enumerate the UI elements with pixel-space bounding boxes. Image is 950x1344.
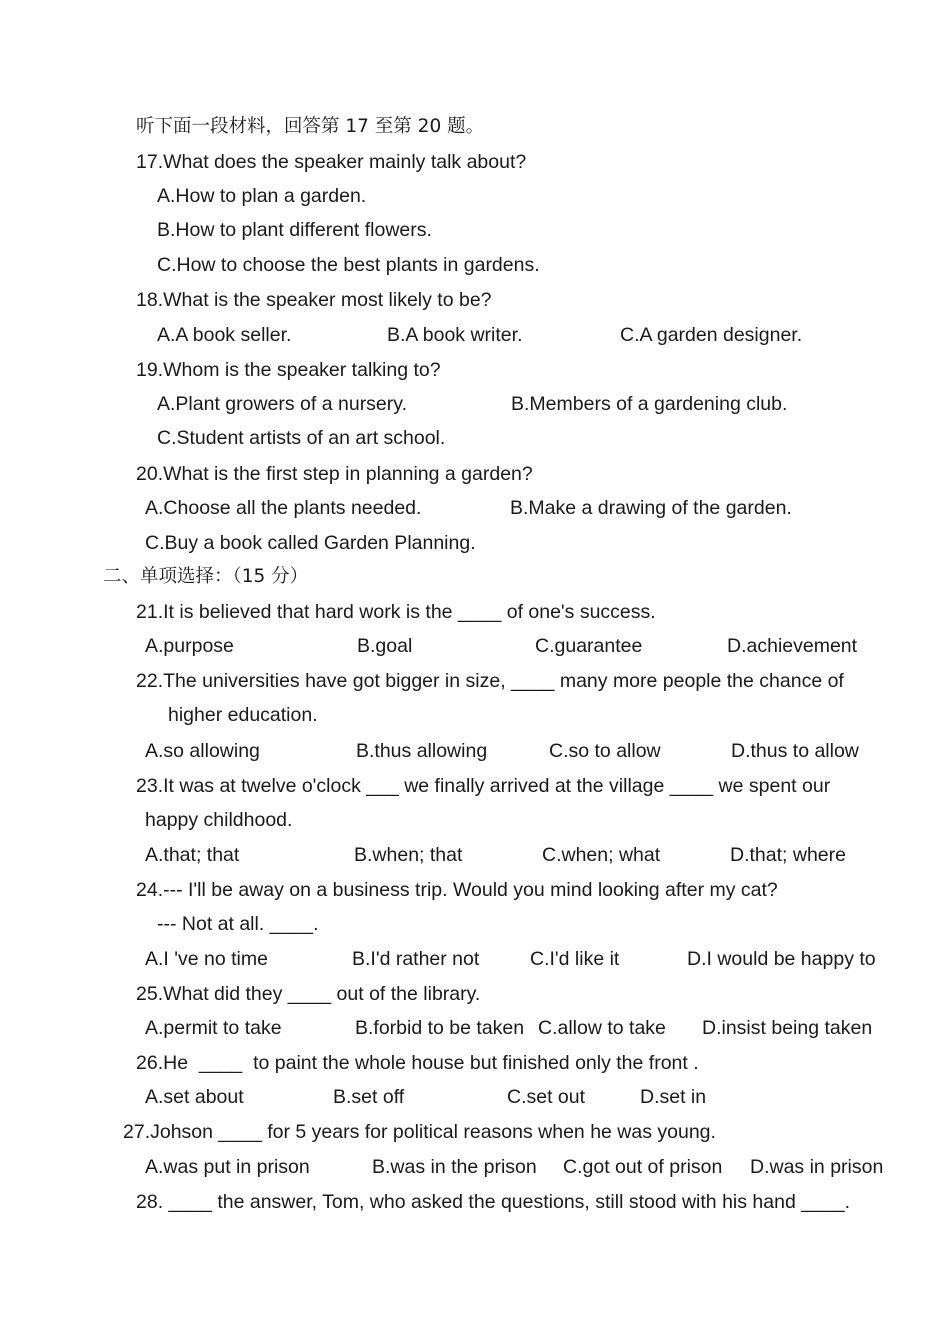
q27-option-c: C.got out of prison [563,1156,723,1178]
q22-option-c: C.so to allow [549,740,661,762]
question-23: 23.It was at twelve o'clock ___ we finally arrived at the village ____ we spent our [136,775,831,797]
section-two-heading: 二、单项选择：（15 分） [103,566,309,587]
q26-option-d: D.set in [640,1086,707,1108]
q27-option-d: D.was in prison [750,1156,884,1178]
q22-option-d: D.thus to allow [731,740,859,762]
q24-option-c: C.I'd like it [530,948,620,970]
q19-option-c: C.Student artists of an art school. [157,427,446,449]
q21-option-c: C.guarantee [535,635,643,657]
question-28: 28. ____ the answer, Tom, who asked the questions, still stood with his hand ____. [136,1191,851,1213]
question-27: 27.Johson ____ for 5 years for political reasons when he was young. [123,1121,716,1143]
q19-option-a: A.Plant growers of a nursery. [157,393,407,415]
q18-option-c: C.A garden designer. [620,324,803,346]
question-22-continued: higher education. [168,704,318,726]
question-21: 21.It is believed that hard work is the ____ of one's success. [136,601,656,623]
q25-option-a: A.permit to take [145,1017,282,1039]
q26-option-a: A.set about [145,1086,244,1108]
q25-option-b: B.forbid to be taken [355,1017,525,1039]
q24-option-b: B.I'd rather not [352,948,480,970]
question-25: 25.What did they ____ out of the library. [136,983,481,1005]
q27-option-a: A.was put in prison [145,1156,310,1178]
question-24-continued: --- Not at all. ____. [157,913,319,935]
question-26: 26.He ____ to paint the whole house but finished only the front . [136,1052,699,1074]
q21-option-d: D.achievement [727,635,858,657]
q25-option-c: C.allow to take [538,1017,666,1039]
q21-option-b: B.goal [357,635,413,657]
q27-option-b: B.was in the prison [372,1156,537,1178]
q23-option-d: D.that; where [730,844,846,866]
q17-option-b: B.How to plant different flowers. [157,219,432,241]
q18-option-b: B.A book writer. [387,324,523,346]
q23-option-a: A.that; that [145,844,240,866]
q21-option-a: A.purpose [145,635,234,657]
q20-option-c: C.Buy a book called Garden Planning. [145,532,476,554]
q17-option-c: C.How to choose the best plants in gardens. [157,254,540,276]
q25-option-d: D.insist being taken [702,1017,873,1039]
q19-option-b: B.Members of a gardening club. [511,393,788,415]
question-19: 19.Whom is the speaker talking to? [136,359,441,381]
q26-option-c: C.set out [507,1086,586,1108]
q23-option-c: C.when; what [542,844,661,866]
q24-option-a: A.I 've no time [145,948,268,970]
question-24: 24.--- I'll be away on a business trip. Would you mind looking after my cat? [136,879,778,901]
question-17: 17.What does the speaker mainly talk about? [136,151,527,173]
listening-instruction: 听下面一段材料，回答第 17 至第 20 题。 [136,116,485,137]
q23-option-b: B.when; that [354,844,463,866]
question-23-continued: happy childhood. [145,809,293,831]
q24-option-d: D.I would be happy to [687,948,876,970]
q22-option-a: A.so allowing [145,740,260,762]
question-20: 20.What is the first step in planning a garden? [136,463,533,485]
question-18: 18.What is the speaker most likely to be? [136,289,492,311]
q22-option-b: B.thus allowing [356,740,488,762]
q26-option-b: B.set off [333,1086,405,1108]
q20-option-a: A.Choose all the plants needed. [145,497,422,519]
q17-option-a: A.How to plan a garden. [157,185,367,207]
q20-option-b: B.Make a drawing of the garden. [510,497,792,519]
question-22: 22.The universities have got bigger in size, ____ many more people the chance of [136,670,844,692]
q18-option-a: A.A book seller. [157,324,292,346]
